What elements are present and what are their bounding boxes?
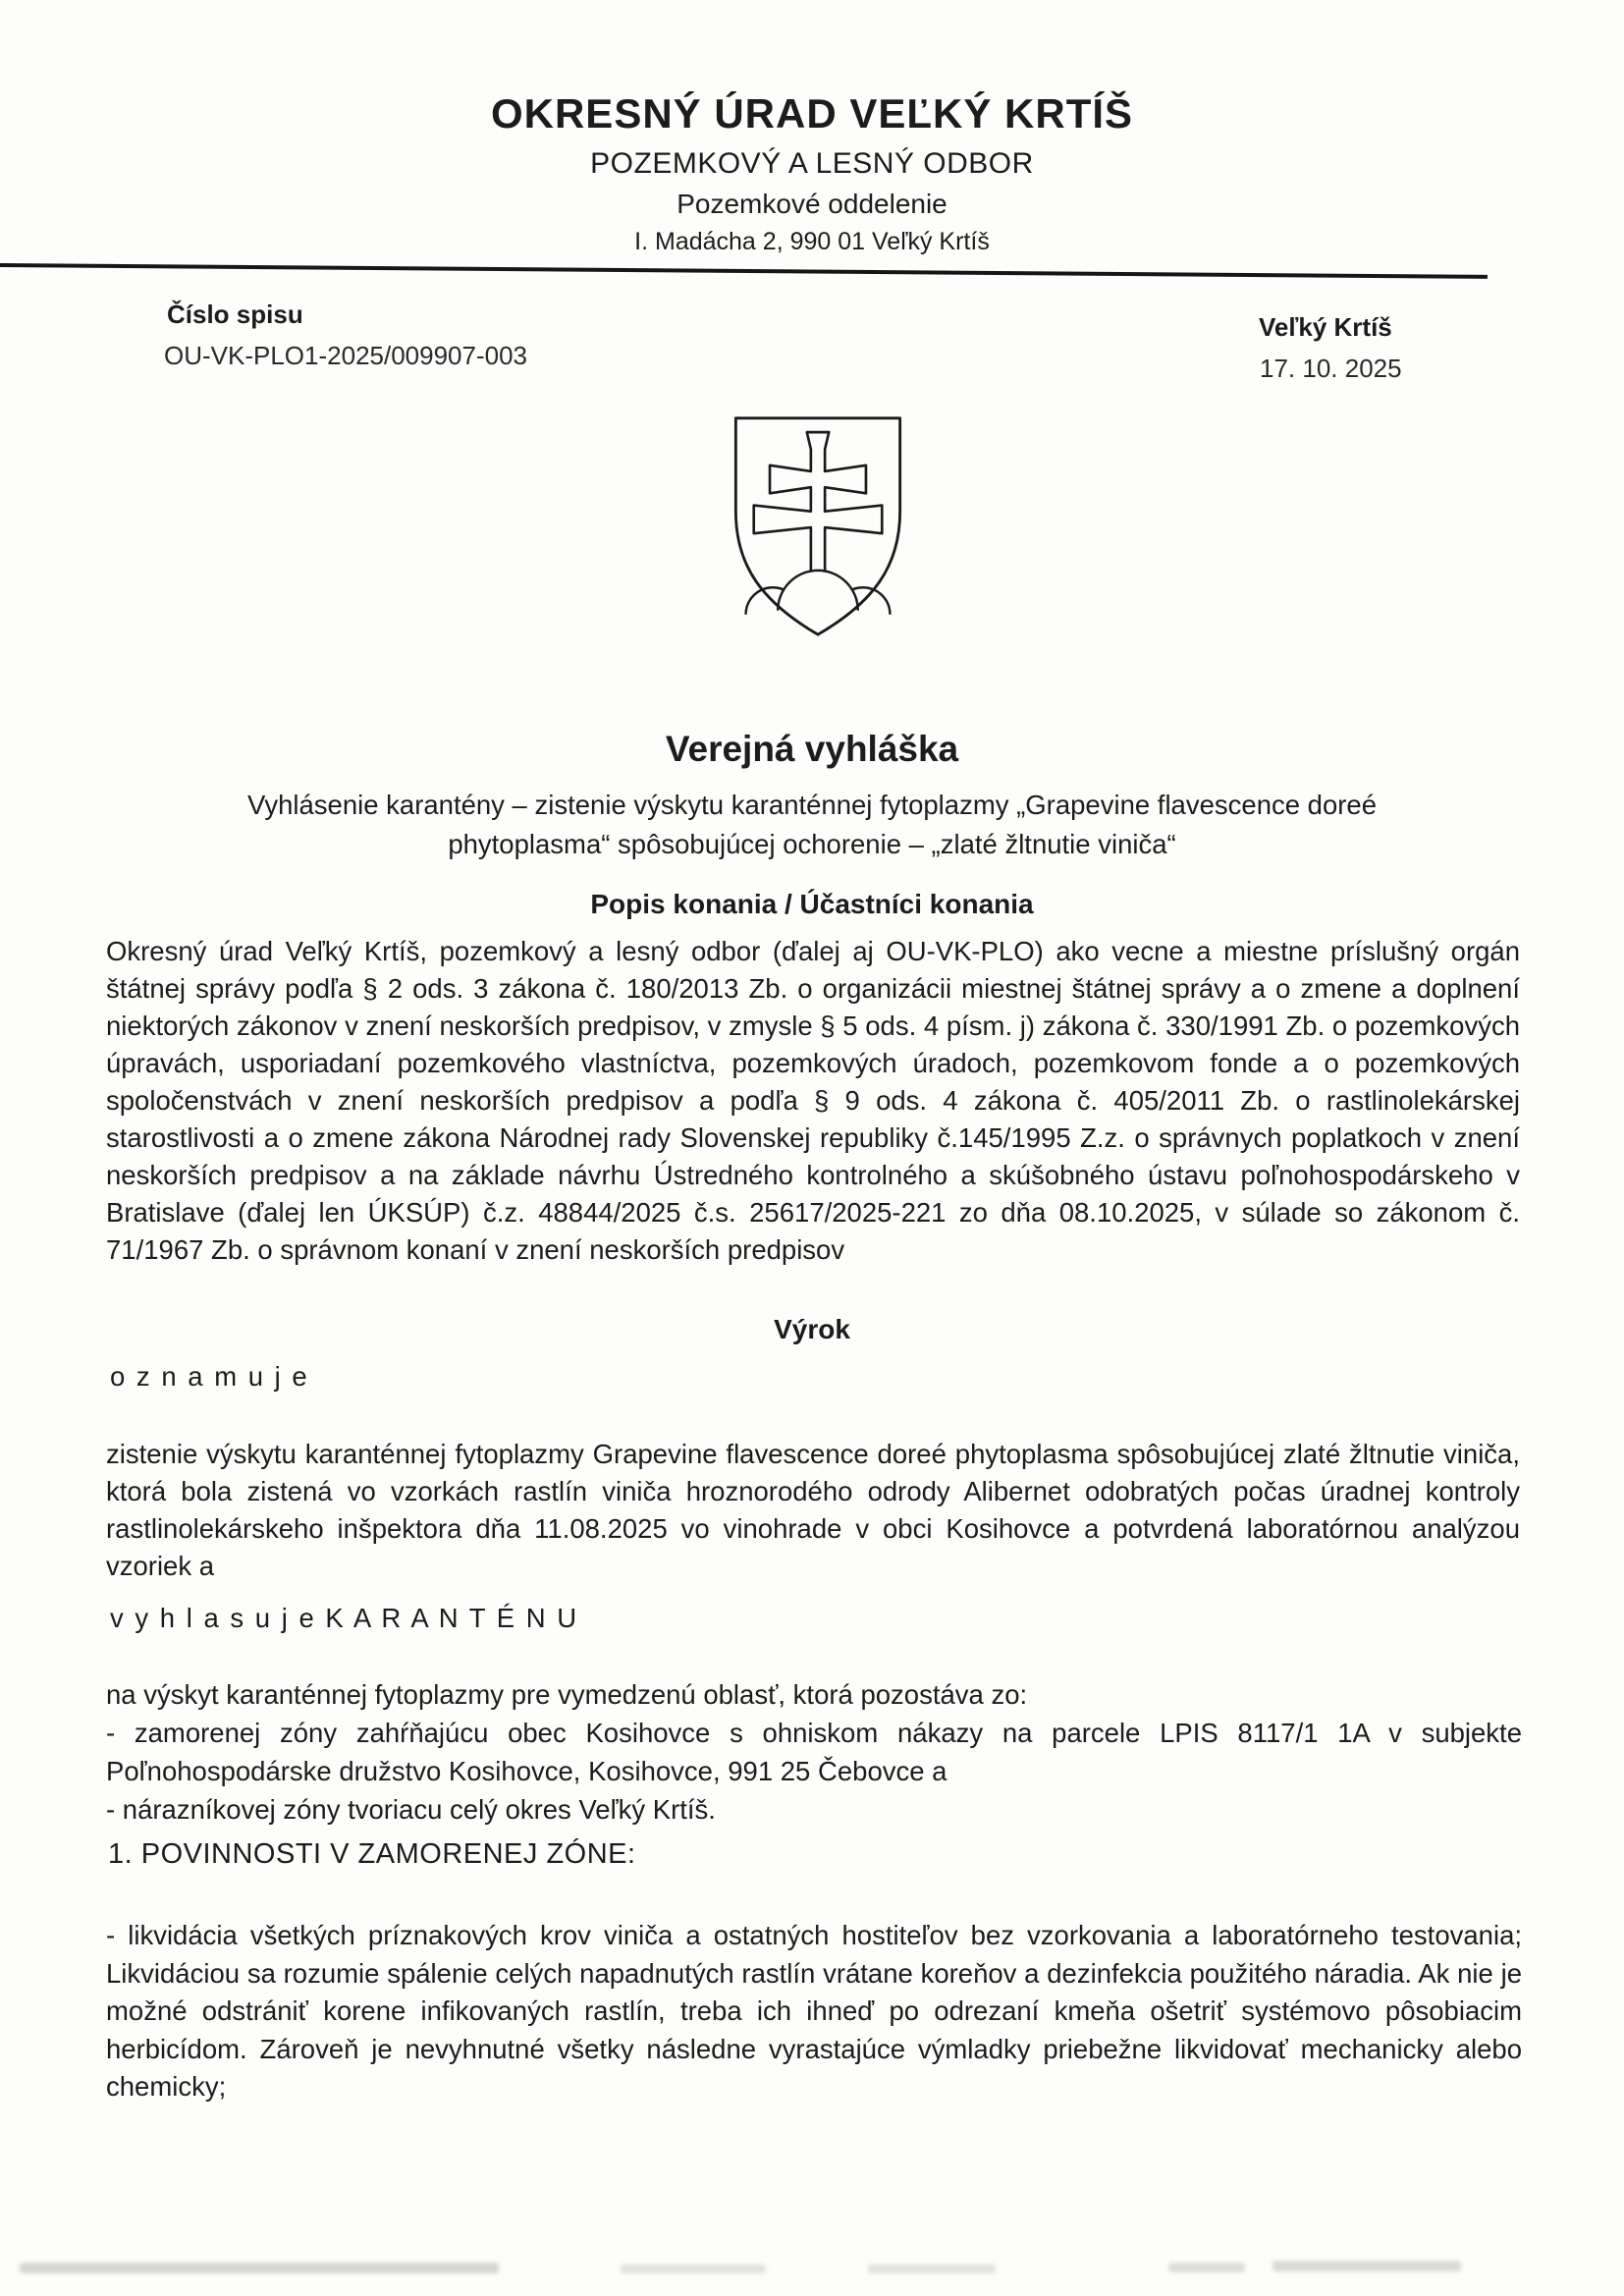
- header-section: Pozemkové oddelenie: [677, 189, 947, 219]
- scan-artifact-bottom: [20, 2263, 499, 2273]
- issue-place: Veľký Krtíš: [1259, 312, 1392, 342]
- file-number-label: Číslo spisu: [167, 300, 303, 329]
- header-department: POZEMKOVÝ A LESNÝ ODBOR: [590, 147, 1034, 180]
- scan-artifact-bottom: [868, 2265, 996, 2273]
- section-heading-vyrok: Výrok: [774, 1314, 850, 1344]
- popis-body-paragraph: Okresný úrad Veľký Krtíš, pozemkový a lesný odbor (ďalej aj OU-VK-PLO) ako vecne a miestne príslušný orgán štátnej správy podľa § 2 ods. 3 zákona č. 180/2013 Zb. o organizácii miestnej štátnej správy a o zmene a doplnení niektorých zákonov v znení neskorších predpisov, v zmysle § 5 ods. 4 písm. j) zákona č. 330/1991 Zb. o pozemkových úpravách, usporiadaní pozemkového vlastníctva, pozemkových úradoch, pozemkovom fonde a o pozemkových spoločenstvách v znení neskorších predpisov a podľa § 9 ods. 4 zákona č. 405/2011 Zb. o rastlinolekárskej starostlivosti a o zmene zákona Národnej rady Slovenskej republiky č.145/1995 Z.z. o správnych poplatkoch v znení neskorších predpisov a na základe návrhu Ústredného kontrolného a skúšobného ústavu poľnohospodárskeho v Bratislave (ďalej len ÚKSÚP) č.z. 48844/2025 č.s. 25617/2025-221 zo dňa 08.10.2025, v súlade so zákonom č. 71/1967 Zb. o správnom konaní v znení neskorších predpisov: [106, 936, 1520, 1265]
- notice-title: Verejná vyhláška: [665, 729, 959, 769]
- scope-intro: na výskyt karanténnej fytoplazmy pre vymedzenú oblasť, ktorá pozostáva zo:: [106, 1679, 1028, 1710]
- declare-quarantine: v y h l a s u j e K A R A N T É N U: [110, 1603, 579, 1633]
- scan-artifact-bottom: [621, 2265, 766, 2273]
- header-divider: [0, 263, 1488, 279]
- section-heading-popis: Popis konania / Účastníci konania: [590, 889, 1034, 919]
- issue-date: 17. 10. 2025: [1260, 354, 1402, 383]
- zone-item-buffer: - nárazníkovej zóny tvoriacu celý okres Veľký Krtíš.: [106, 1794, 716, 1825]
- scan-artifact-bottom: [1168, 2263, 1245, 2272]
- header-office-name: OKRESNÝ ÚRAD VEĽKÝ KRTÍŠ: [490, 90, 1134, 137]
- scan-artifact-bottom: [1272, 2261, 1461, 2271]
- notice-subtitle: Vyhlásenie karantény – zistenie výskytu karanténnej fytoplazmy „Grapevine flavescence doreé phytoplasma“ spôsobujúcej ochorenie – „zlaté žltnutie viniča“: [247, 790, 1378, 859]
- duties-item: - likvidácia všetkých príznakových krov viniča a ostatných hostiteľov bez vzorkovania a laboratórneho testovania; Likvidáciou sa rozumie spálenie celých napadnutých rastlín vrátane koreňov a dezinfekcia použitého náradia. Ak nie je možné odstrániť korene infikovaných rastlín, treba ich ihneď po odrezaní kmeňa ošetriť systémovo pôsobiacim herbicídom. Zároveň je nevyhnutné všetky následne vyrastajúce výmladky priebežne likvidovať mechanicky alebo chemicky;: [106, 1920, 1522, 2102]
- finding-paragraph: zistenie výskytu karanténnej fytoplazmy Grapevine flavescence doreé phytoplasma spôsobujúcej zlaté žltnutie viniča, ktorá bola zistená vo vzorkách rastlín viniča hroznorodého odrody Alibernet odobratých počas úradnej kontroly rastlinolekárskeho inšpektora dňa 11.08.2025 vo vinohrade v obci Kosihovce a potvrdená laboratórnou analýzou vzoriek a: [106, 1439, 1520, 1581]
- header-address: I. Madácha 2, 990 01 Veľký Krtíš: [634, 228, 990, 255]
- file-number-value: OU-VK-PLO1-2025/009907-003: [164, 341, 528, 370]
- duties-heading: 1. POVINNOSTI V ZAMORENEJ ZÓNE:: [108, 1838, 636, 1870]
- announce-word: o z n a m u j e: [110, 1361, 309, 1392]
- quarantine-scope: [106, 1675, 1522, 1829]
- zone-item-infested: - zamorenej zóny zahŕňajúcu obec Kosihovce s ohniskom nákazy na parcele LPIS 8117/1 1A v subjekte Poľnohospodárske družstvo Kosihovce, Kosihovce, 991 25 Čebovce a: [106, 1718, 1522, 1786]
- slovak-coat-of-arms-icon: [718, 403, 918, 650]
